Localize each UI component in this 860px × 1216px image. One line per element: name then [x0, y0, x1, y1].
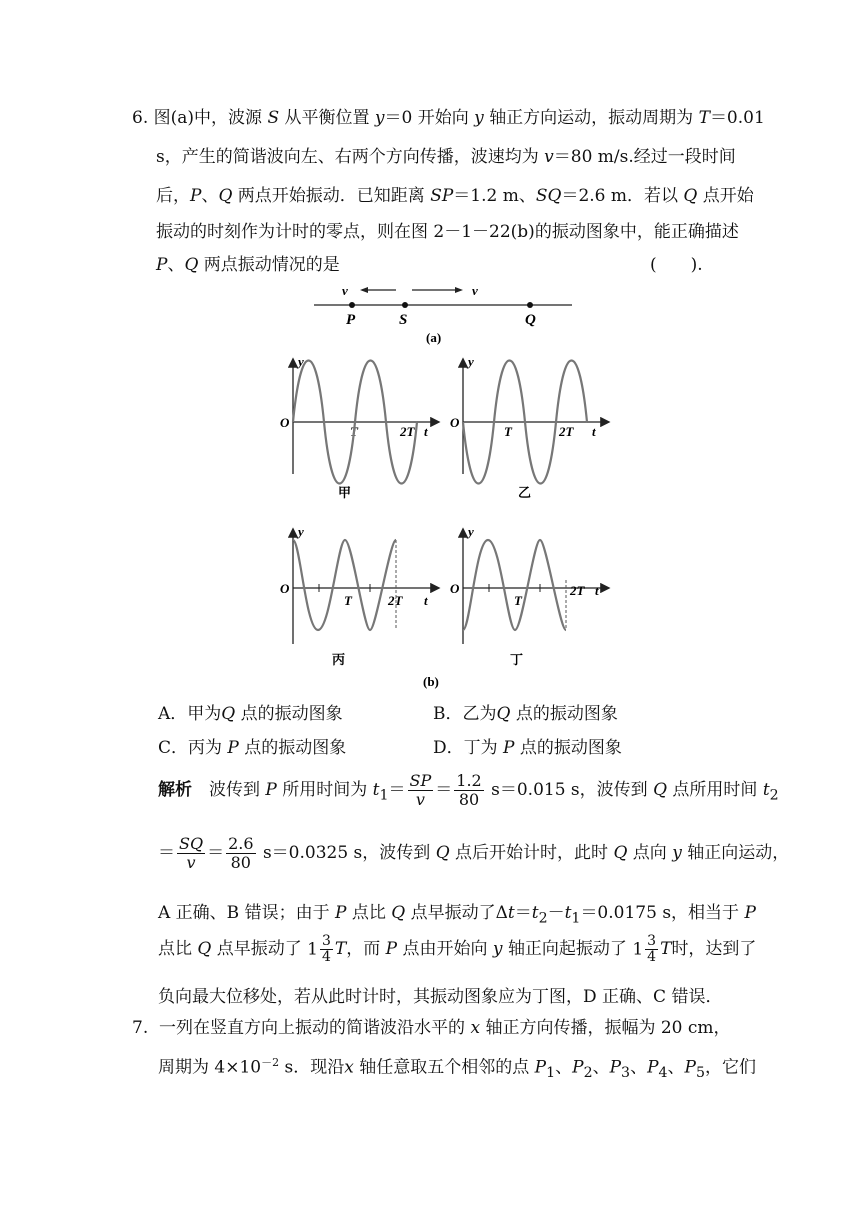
- analysis-line-3: A 正确、B 错误；由于 P 点比 Q 点早振动了$\Delta t=t_2-t_1=0.0175$ s，相当于 P: [158, 903, 756, 927]
- q6-line-1: 6. 图(a)中，波源 S 从平衡位置 y＝0 开始向 y 轴正方向运动，振动周期为 T＝0.01: [132, 108, 765, 128]
- analysis-line-1: 解析 波传到 P 所用时间为 $t_1=$ $\frac{SP}{v}$ ＝ $\frac{1.2}{80}$ s＝0.015 s，波传到 Q 点所用时间 $t_2$: [158, 771, 779, 809]
- svg-text:t: t: [424, 593, 428, 608]
- point-Q: [527, 302, 533, 308]
- fig-a-caption: (a): [426, 330, 442, 345]
- option-A: A．甲为Q 点的振动图象: [158, 704, 343, 724]
- svg-text:y: y: [298, 524, 304, 539]
- v-right-label: v: [472, 283, 478, 298]
- graph-ding: [450, 524, 608, 667]
- svg-text:O: O: [280, 415, 290, 430]
- v-left-label: v: [342, 283, 348, 298]
- analysis-label: 解析: [158, 780, 192, 800]
- svg-text:T: T: [344, 593, 352, 608]
- svg-text:甲: 甲: [338, 485, 352, 500]
- svg-text:y: y: [298, 354, 304, 369]
- point-P: [349, 302, 355, 308]
- q6-line-2: s，产生的简谐波向左、右两个方向传播，波速均为 v＝80 m/s.经过一段时间: [156, 147, 736, 167]
- curve-ding: [463, 540, 566, 630]
- option-C: C．丙为 P 点的振动图象: [158, 738, 347, 758]
- graph-yi: [450, 354, 608, 500]
- q6-answer-paren: ( ).: [650, 255, 703, 275]
- analysis-line-5: 负向最大位移处，若从此时计时，其振动图象应为丁图，D 正确、C 错误．: [158, 987, 723, 1007]
- figure-b: [270, 350, 620, 695]
- Q-label: Q: [525, 312, 536, 328]
- point-S: [402, 302, 408, 308]
- svg-text:t: t: [424, 424, 428, 439]
- analysis-line-4: 点比 Q 点早振动了 1 $\frac{3}{4}$ T，而 P 点由开始向 y 轴正向起振动了 1 $\frac{3}{4}$ T时，达到了: [158, 933, 757, 966]
- svg-text:y: y: [468, 524, 474, 539]
- curve-bing: [293, 540, 396, 630]
- svg-text:t: t: [595, 583, 599, 598]
- svg-text:2T: 2T: [388, 593, 403, 608]
- svg-text:2T: 2T: [570, 583, 585, 598]
- svg-text:O: O: [280, 581, 290, 596]
- svg-text:t: t: [592, 424, 596, 439]
- svg-text:T: T: [504, 424, 512, 439]
- figure-a: [300, 278, 590, 348]
- analysis-line-2: ＝ $\frac{SQ}{v}$ ＝ $\frac{2.6}{80}$ s＝0.0325 s，波传到 Q 点后开始计时，此时 Q 点向 y 轴正向运动，: [158, 834, 790, 872]
- svg-text:丙: 丙: [332, 652, 346, 667]
- option-D: D．丁为 P 点的振动图象: [433, 738, 622, 758]
- svg-text:O: O: [450, 581, 460, 596]
- S-label: S: [399, 312, 408, 328]
- P-label: P: [346, 312, 356, 328]
- q7-line-2: 周期为 $4\times 10^{-2}$ s．现沿x 轴任意取五个相邻的点 $P_1$、$P_2$、$P_3$、$P_4$、$P_5$，它们: [158, 1056, 756, 1082]
- option-B: B．乙为Q 点的振动图象: [433, 704, 618, 724]
- svg-text:O: O: [450, 415, 460, 430]
- svg-text:T: T: [350, 424, 358, 439]
- svg-text:2T: 2T: [400, 424, 415, 439]
- graph-jia: [280, 354, 438, 500]
- q6-line-3: 后，P、Q 两点开始振动．已知距离 SP＝1.2 m、SQ＝2.6 m．若以 Q 点开始: [156, 186, 754, 206]
- graph-bing: [280, 524, 438, 667]
- svg-text:乙: 乙: [518, 485, 532, 500]
- svg-text:y: y: [468, 354, 474, 369]
- svg-text:2T: 2T: [559, 424, 574, 439]
- svg-text:T: T: [514, 593, 522, 608]
- svg-text:丁: 丁: [510, 652, 524, 667]
- q6-line-5: P、Q 两点振动情况的是: [156, 255, 340, 275]
- q6-line-4: 振动的时刻作为计时的零点，则在图 2－1－22(b)的振动图象中，能正确描述: [156, 222, 739, 242]
- q7-line-1: 7. 一列在竖直方向上振动的简谐波沿水平的 x 轴正方向传播，振幅为 20 cm，: [132, 1018, 731, 1038]
- fig-b-caption: (b): [423, 674, 439, 689]
